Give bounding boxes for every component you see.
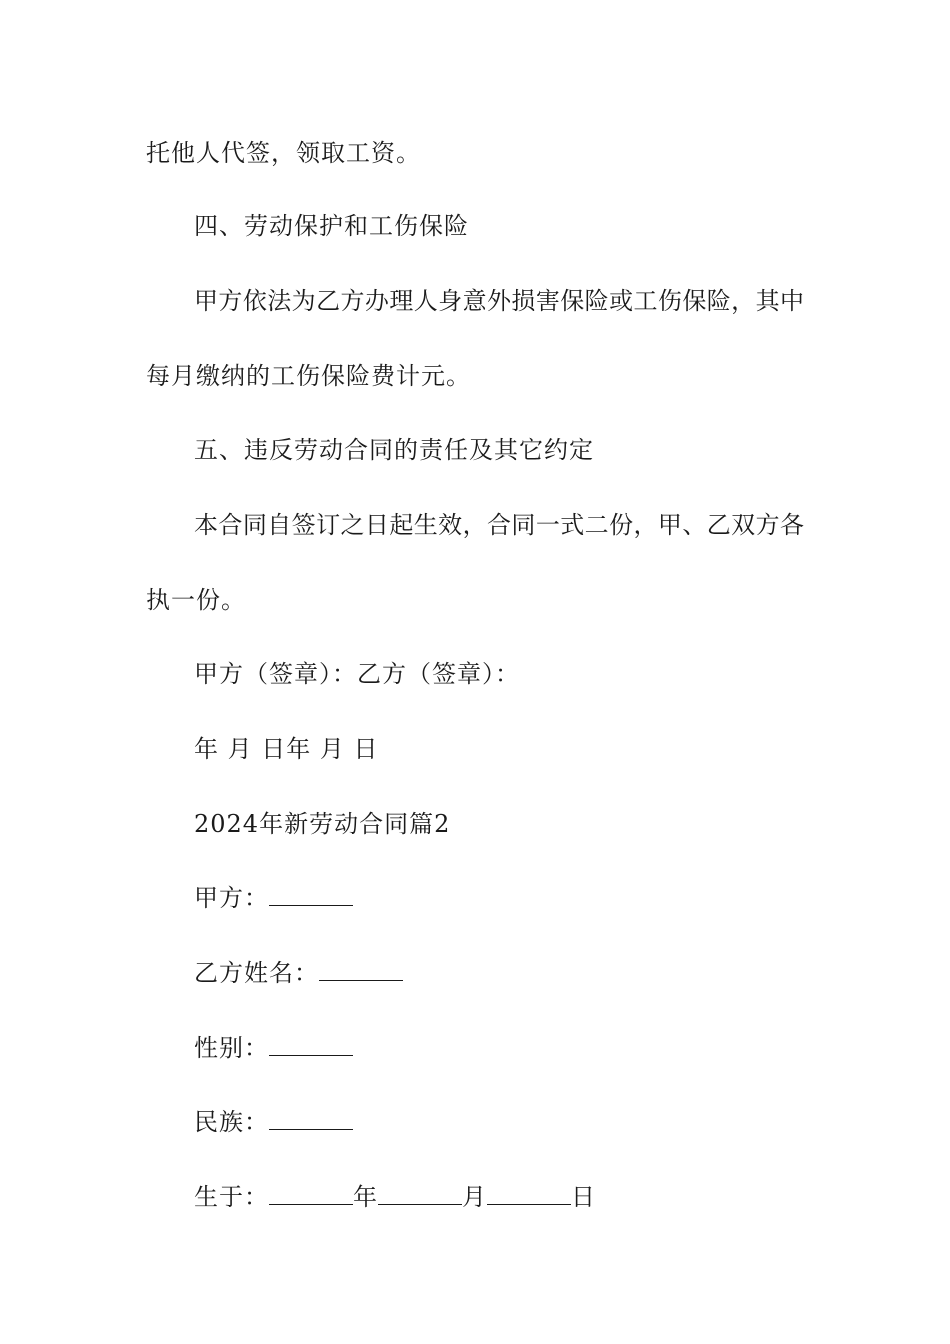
label-month: 月: [462, 1183, 487, 1211]
field-party-a: [194, 883, 353, 913]
blank-birth-day[interactable]: [487, 1182, 571, 1205]
field-party-b-name: [194, 958, 403, 988]
field-label-gender: 性别：: [194, 1034, 269, 1062]
field-birth-date: [194, 1182, 596, 1212]
field-label-ethnicity: 民族：: [194, 1108, 269, 1136]
blank-gender[interactable]: [269, 1033, 353, 1056]
blank-birth-month[interactable]: [378, 1182, 462, 1205]
field-label-born: 生于：: [194, 1183, 269, 1211]
date-line: 年 月 日年 月 日: [194, 735, 379, 763]
paragraph-insurance-line-1: 甲方依法为乙方办理人身意外损害保险或工伤保险，其中: [194, 287, 804, 315]
paragraph-effective-line-2: 执一份。: [146, 586, 246, 614]
blank-party-a[interactable]: [269, 883, 353, 906]
blank-birth-year[interactable]: [269, 1182, 353, 1205]
paragraph-continuation: 托他人代签，领取工资。: [146, 139, 421, 167]
signature-line: 甲方（签章）：乙方（签章）：: [194, 660, 520, 688]
label-day: 日: [571, 1183, 596, 1211]
section-heading-4: 四、劳动保护和工伤保险: [194, 212, 469, 240]
blank-party-b-name[interactable]: [319, 958, 403, 981]
paragraph-insurance-line-2: 每月缴纳的工伤保险费计元。: [146, 362, 471, 390]
section-heading-5: 五、违反劳动合同的责任及其它约定: [194, 436, 594, 464]
contract-title-2: 2024年新劳动合同篇2: [194, 810, 451, 838]
label-year: 年: [353, 1183, 378, 1211]
field-label-party-a: 甲方：: [194, 884, 269, 912]
paragraph-effective-line-1: 本合同自签订之日起生效，合同一式二份，甲、乙双方各: [194, 511, 804, 539]
field-ethnicity: [194, 1107, 353, 1137]
field-label-party-b-name: 乙方姓名：: [194, 959, 319, 987]
field-gender: [194, 1033, 353, 1063]
blank-ethnicity[interactable]: [269, 1107, 353, 1130]
